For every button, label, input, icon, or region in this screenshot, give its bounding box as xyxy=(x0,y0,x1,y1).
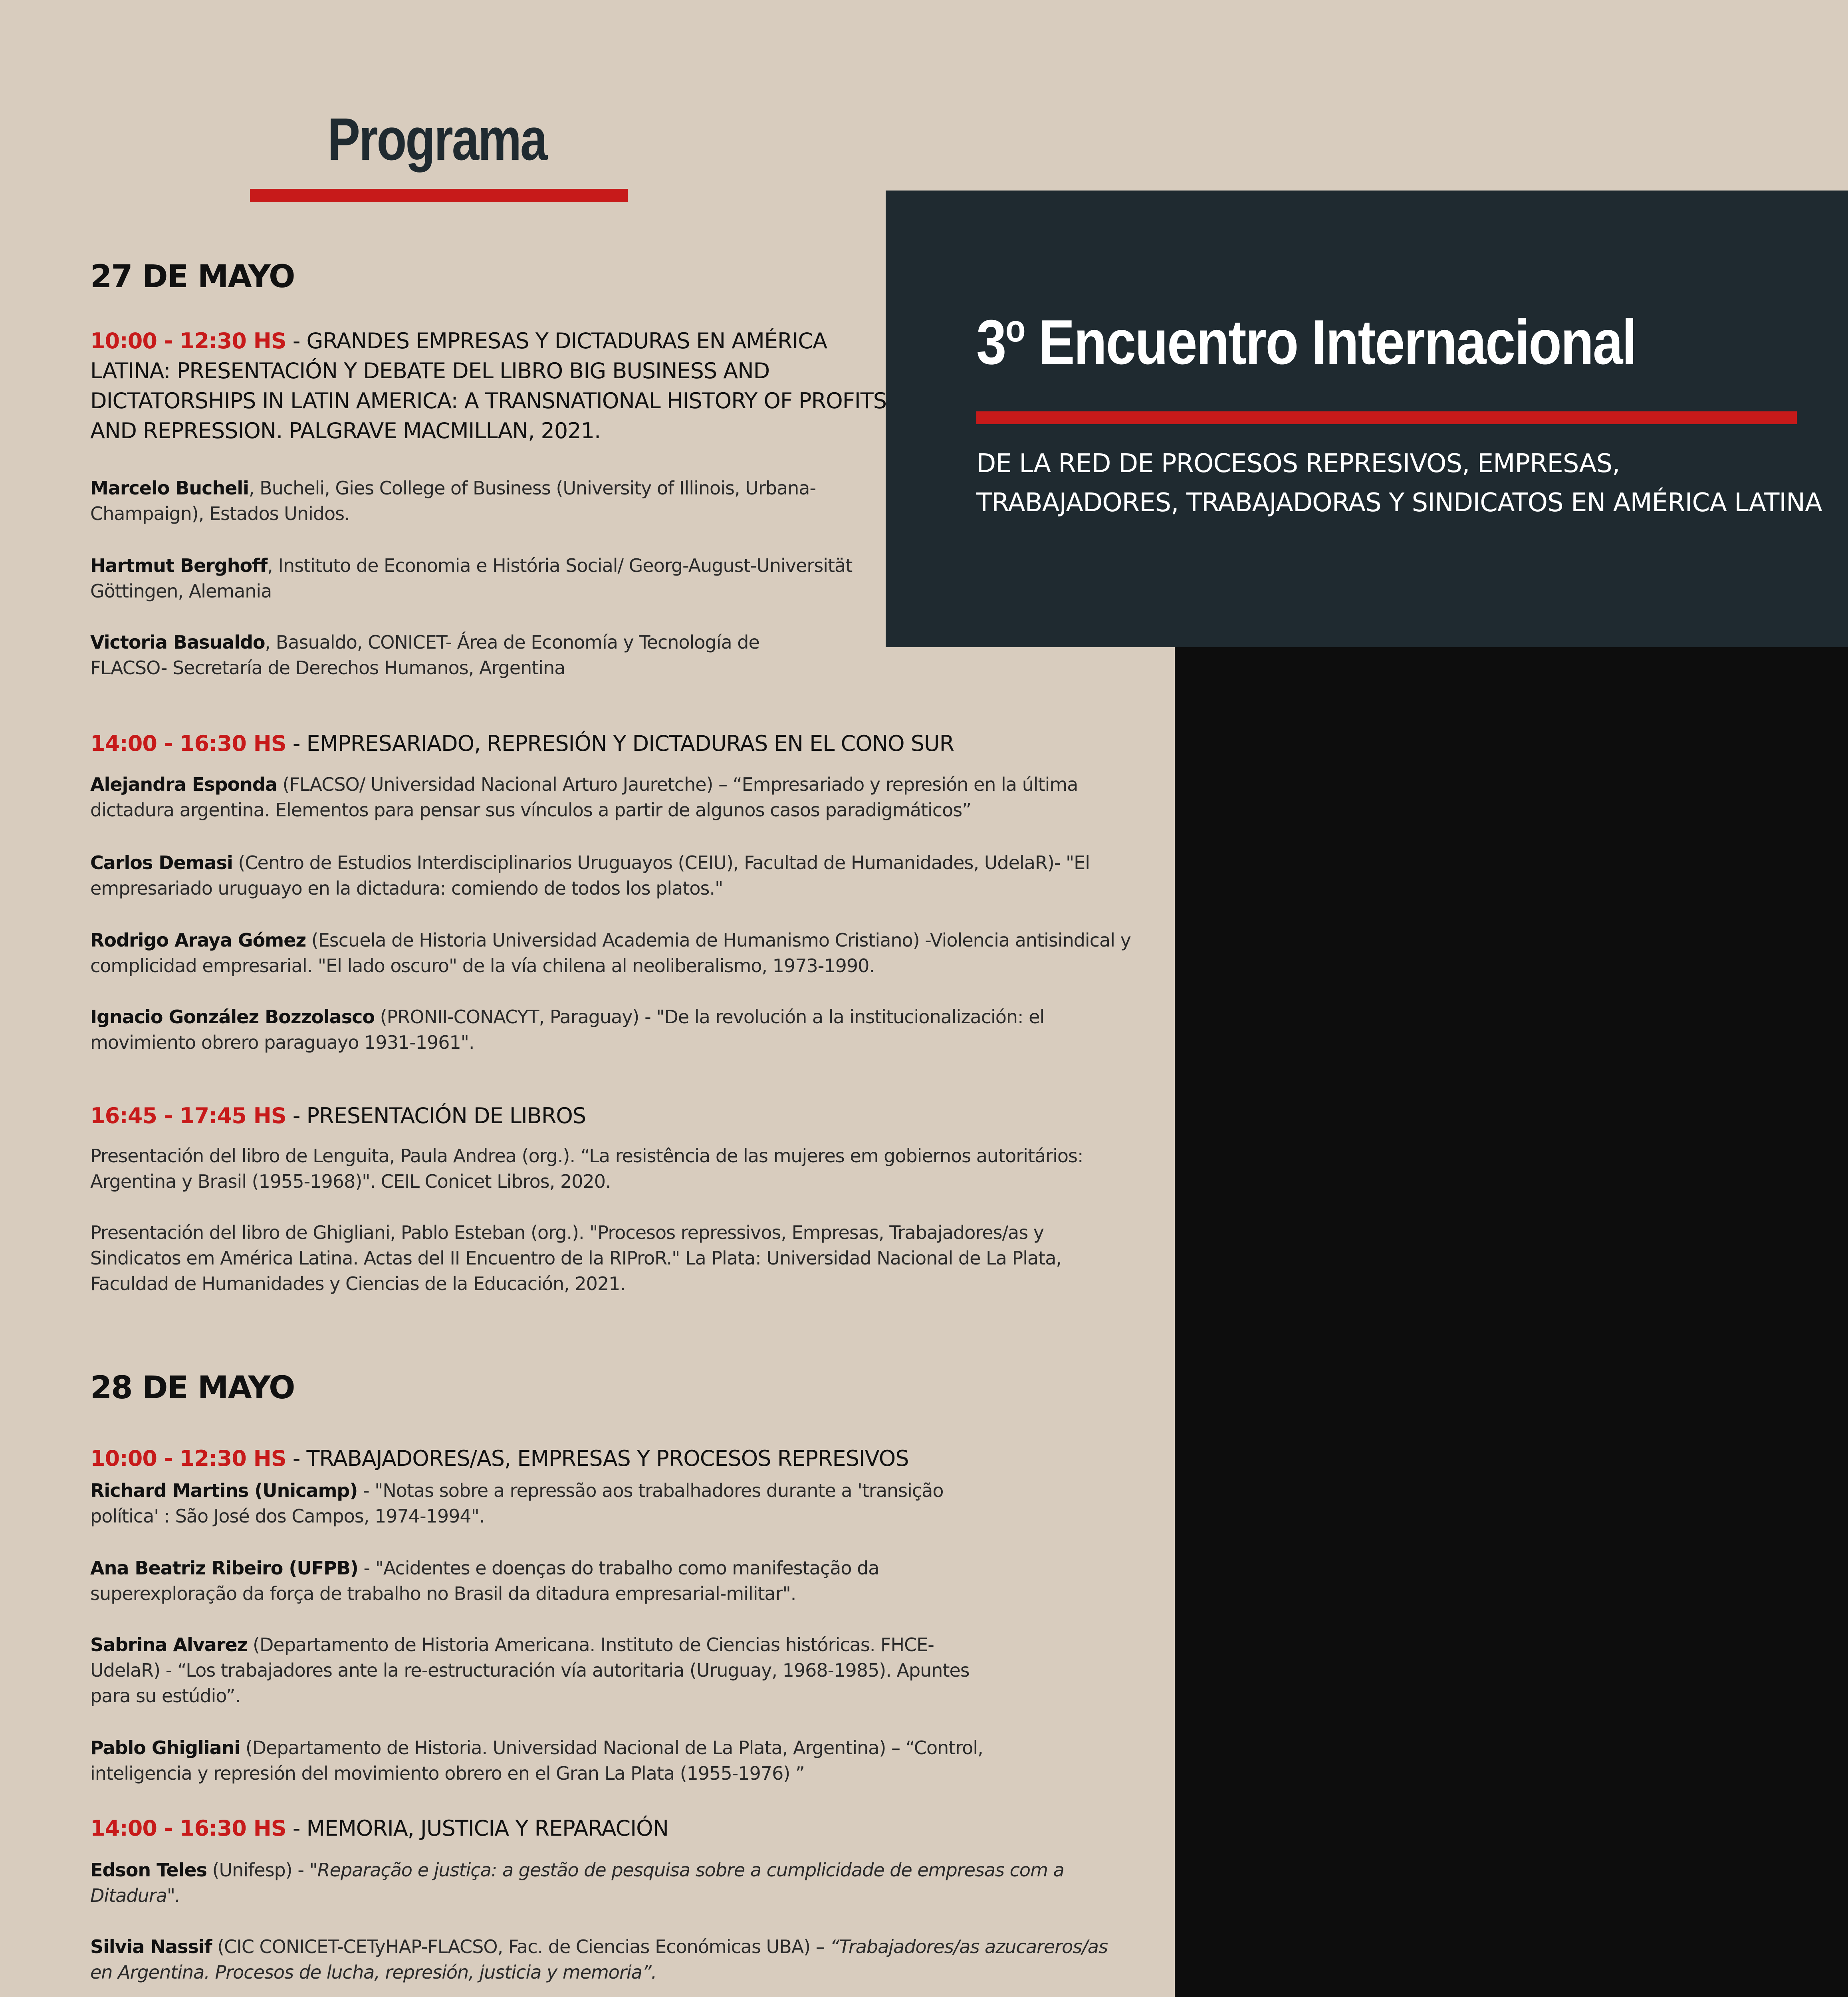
session-title: 14:00 - 16:30 HS - MEMORIA, JUSTICIA Y REPARACIÓN xyxy=(90,1816,669,1841)
speaker-entry: Rodrigo Araya Gómez (Escuela de Historia Universidad Academia de Humanismo Cristiano) -Violencia antisindical y complicidad empresarial. "El lado oscuro" de la vía chilena al neoliberalismo, 1973-1990. xyxy=(90,929,1131,977)
speaker-name: Silvia Nassif xyxy=(90,1936,212,1957)
speaker-name: Victoria Basualdo xyxy=(90,631,265,653)
speaker-entry: Edson Teles (Unifesp) - "Reparação e justiça: a gestão de pesquisa sobre a cumplicidade de empresas com a Ditadura". xyxy=(90,1859,1064,1906)
book-presentation: Presentación del libro de Ghigliani, Pablo Esteban (org.). "Procesos repressivos, Empresas, Trabajadores/as y Sindicatos em América Latina. Actas del II Encuentro de la RIProR." La Plata: Universidad Nacional de La Plata, Faculdad de Humanidades y Ciencias de la Educación, 2021. xyxy=(90,1222,1062,1294)
speaker-name: Sabrina Alvarez xyxy=(90,1634,248,1656)
session-title: 16:45 - 17:45 HS - PRESENTACIÓN DE LIBROS xyxy=(90,1103,586,1128)
speaker-entry: Sabrina Alvarez (Departamento de Historia Americana. Instituto de Ciencias históricas. FHCE-UdelaR) - “Los trabajadores ante la re-estructuración vía autoritaria (Uruguay, 1968-1985). Apuntes para su estúdio”. xyxy=(90,1634,970,1707)
speaker-name: Richard Martins (Unicamp) xyxy=(90,1480,358,1501)
day-heading-28: 28 DE MAYO xyxy=(90,1370,295,1406)
speaker-name: Marcelo Bucheli xyxy=(90,477,249,499)
session-title: 14:00 - 16:30 HS - EMPRESARIADO, REPRESIÓN Y DICTADURAS EN EL CONO SUR xyxy=(90,731,954,756)
dark-column xyxy=(1175,647,1848,1997)
speaker-name: Rodrigo Araya Gómez xyxy=(90,929,306,951)
session-time: 10:00 - 12:30 HS xyxy=(90,1446,286,1471)
programa-title: Programa xyxy=(327,105,546,173)
speaker-entry: Victoria Basualdo, Basualdo, CONICET- Área de Economía y Tecnología de FLACSO- Secretaría de Derechos Humanos, Argentina xyxy=(90,631,759,679)
day-heading-27: 27 DE MAYO xyxy=(90,259,295,295)
session-time: 14:00 - 16:30 HS xyxy=(90,731,286,756)
speaker-name: Ana Beatriz Ribeiro (UFPB) xyxy=(90,1557,358,1579)
speaker-entry: Richard Martins (Unicamp) - "Notas sobre a repressão aos trabalhadores durante a 'transição política' : São José dos Campos, 1974-1994". xyxy=(90,1480,944,1527)
speaker-name: Ignacio González Bozzolasco xyxy=(90,1006,375,1028)
session-time: 16:45 - 17:45 HS xyxy=(90,1103,286,1128)
speaker-entry: Pablo Ghigliani (Departamento de Historia. Universidad Nacional de La Plata, Argentina) – “Control, inteligencia y represión del movimiento obrero en el Gran La Plata (1955-1976) ” xyxy=(90,1737,983,1784)
speaker-entry: Silvia Nassif (CIC CONICET-CETyHAP-FLACSO, Fac. de Ciencias Económicas UBA) – “Trabajadores/as azucareros/as en Argentina. Procesos de lucha, represión, justicia y memoria”. xyxy=(90,1936,1108,1983)
session-time: 14:00 - 16:30 HS xyxy=(90,1816,286,1841)
speaker-name: Edson Teles xyxy=(90,1859,207,1881)
speaker-entry: Alejandra Esponda (FLACSO/ Universidad Nacional Arturo Jauretche) – “Empresariado y represión en la última dictadura argentina. Elementos para pensar sus vínculos a partir de algunos casos paradigmáticos” xyxy=(90,774,1078,821)
header-divider xyxy=(976,411,1797,424)
speaker-entry: Ana Beatriz Ribeiro (UFPB) - "Acidentes e doenças do trabalho como manifestação da superexploração da força de trabalho no Brasil da ditadura empresarial-militar". xyxy=(90,1557,879,1604)
speaker-entry: Marcelo Bucheli, Bucheli, Gies College of Business (University of Illinois, Urbana-Champaign), Estados Unidos. xyxy=(90,477,816,524)
speaker-entry: Ignacio González Bozzolasco (PRONII-CONACYT, Paraguay) - "De la revolución a la institucionalización: el movimiento obrero paraguayo 1931-1961". xyxy=(90,1006,1045,1053)
speaker-name: Alejandra Esponda xyxy=(90,774,277,795)
session-title: 10:00 - 12:30 HS - TRABAJADORES/AS, EMPRESAS Y PROCESOS REPRESIVOS xyxy=(90,1446,909,1471)
session-title: 10:00 - 12:30 HS - GRANDES EMPRESAS Y DICTADURAS EN AMÉRICA LATINA: PRESENTACIÓN Y DEBATE DEL LIBRO BIG BUSINESS AND DICTATORSHIPS IN LATIN AMERICA: A TRANSNATIONAL HISTORY OF PROFITS AND REPRESSION. PALGRAVE MACMILLAN, 2021. xyxy=(90,328,887,443)
speaker-name: Carlos Demasi xyxy=(90,852,233,873)
speaker-name: Pablo Ghigliani xyxy=(90,1737,240,1759)
speaker-name: Hartmut Berghoff xyxy=(90,555,268,576)
event-subtitle: DE LA RED DE PROCESOS REPRESIVOS, EMPRESAS, TRABAJADORES, TRABAJADORAS Y SINDICATOS EN AMÉRICA LATINA xyxy=(976,449,1822,518)
event-title: 3$^o$ Encuentro Internacional xyxy=(976,307,1636,377)
book-presentation: Presentación del libro de Lenguita, Paula Andrea (org.). “La resistência de las mujeres em gobiernos autoritários: Argentina y Brasil (1955-1968)". CEIL Conicet Libros, 2020. xyxy=(90,1145,1083,1192)
session-time: 10:00 - 12:30 HS xyxy=(90,328,286,353)
speaker-entry: Carlos Demasi (Centro de Estudios Interdisciplinarios Uruguayos (CEIU), Facultad de Humanidades, UdelaR)- "El empresariado uruguayo en la dictadura: comiendo de todos los platos." xyxy=(90,852,1090,899)
speaker-entry: Hartmut Berghoff, Instituto de Economia e História Social/ Georg-August-Universität Göttingen, Alemania xyxy=(90,555,853,602)
programa-underline xyxy=(250,189,628,202)
event-header xyxy=(886,191,1848,647)
